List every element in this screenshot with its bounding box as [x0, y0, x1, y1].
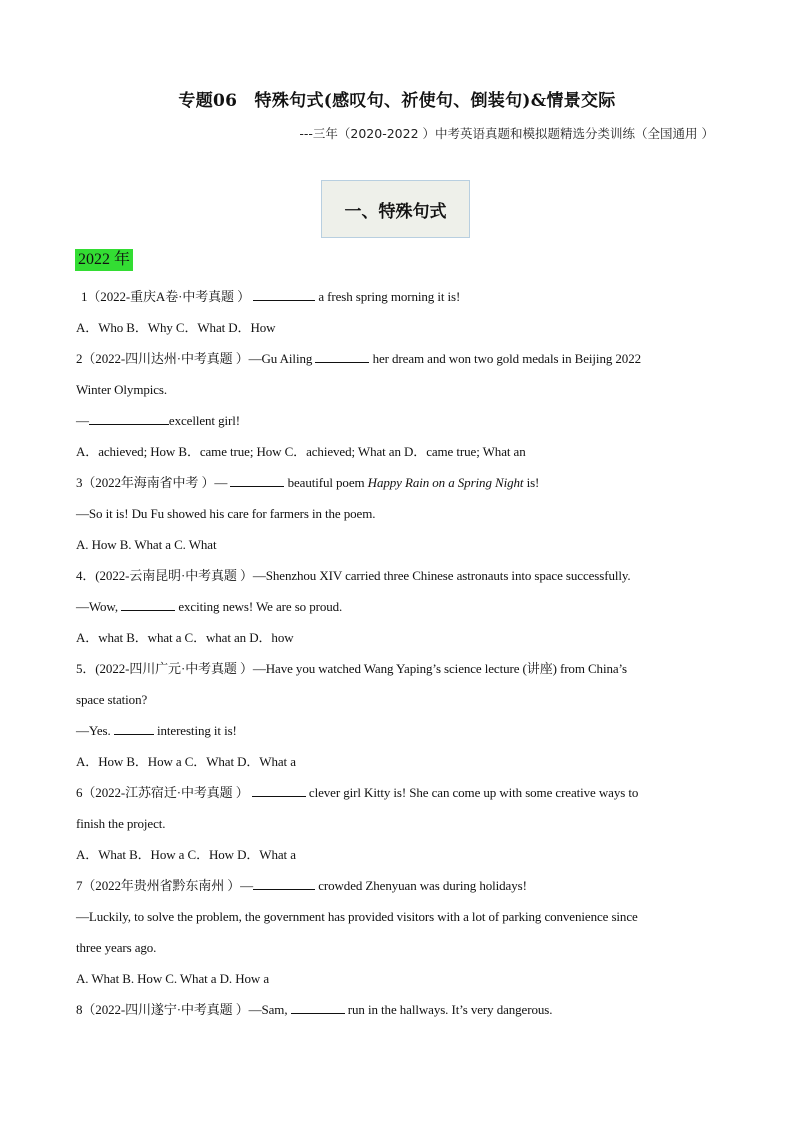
answer-blank	[89, 410, 169, 425]
question-number: 7（2022年贵州省黔东南州 ）—	[76, 878, 254, 893]
question-text: is!	[526, 475, 540, 490]
question-list	[76, 281, 726, 1025]
question-text: Winter Olympics.	[76, 382, 168, 397]
question-7	[76, 870, 726, 901]
question-text: her dream and won two gold medals in Beijing 2022	[372, 351, 641, 366]
question-1	[76, 281, 726, 312]
question-6	[76, 777, 726, 808]
options: A．How B．How a C．What D．What a	[76, 754, 296, 769]
question-number: 6（2022-江苏宿迁·中考真题 ）	[76, 785, 249, 800]
answer-blank	[291, 999, 345, 1014]
question-text: finish the project.	[76, 816, 166, 831]
question-2	[76, 343, 726, 374]
dialogue-line	[76, 715, 726, 746]
question-number: 2（2022-四川达州·中考真题 ）—Gu Ailing	[76, 351, 313, 366]
question-text: three years ago.	[76, 940, 157, 955]
options: A．Who B．Why C．What D．How	[76, 320, 276, 335]
question-5: 5．(2022-四川广元·中考真题 ）—Have you watched Wang Yaping’s science lecture (讲座) from China’s	[76, 661, 628, 676]
options: A．what B．what a C．what an D．how	[76, 630, 294, 645]
question-8	[76, 994, 726, 1025]
question-number: 1（2022-重庆A卷·中考真题 ）	[81, 289, 250, 304]
answer-blank	[121, 596, 175, 611]
question-text: —Wow,	[76, 599, 119, 614]
answer-blank	[114, 720, 154, 735]
answer-blank	[230, 472, 284, 487]
dash: —	[76, 413, 89, 428]
question-text: interesting it is!	[156, 723, 237, 738]
question-text: exciting news! We are so proud.	[178, 599, 343, 614]
options: A．What B．How a C．How D．What a	[76, 847, 296, 862]
question-text: clever girl Kitty is! She can come up with some creative ways to	[308, 785, 639, 800]
question-text: —Yes.	[76, 723, 111, 738]
question-text: run in the hallways. It’s very dangerous.	[347, 1002, 553, 1017]
options: A．achieved; How B．came true; How C．achieved; What an D．came true; What an	[76, 444, 526, 459]
dialogue-line	[76, 405, 726, 436]
dialogue-line: —So it is! Du Fu showed his care for farmers in the poem.	[76, 506, 376, 521]
answer-blank	[315, 348, 369, 363]
page-subtitle: ---三年（2020-2022 ）中考英语真题和模拟题精选分类训练（全国通用 ）	[299, 126, 714, 141]
answer-blank	[253, 286, 315, 301]
question-number: 3（2022年海南省中考 ）—	[76, 475, 228, 490]
answer-blank	[252, 782, 306, 797]
question-number: 8（2022-四川遂宁·中考真题 ）—Sam,	[76, 1002, 288, 1017]
question-text: a fresh spring morning it is!	[318, 289, 461, 304]
year-tag: 2022 年	[75, 249, 133, 271]
options: A. What B. How C. What a D. How a	[76, 971, 269, 986]
question-text: space station?	[76, 692, 148, 707]
dialogue-line	[76, 591, 726, 622]
section-heading: 一、特殊句式	[321, 180, 470, 238]
options: A. How B. What a C. What	[76, 537, 217, 552]
answer-blank	[253, 875, 315, 890]
question-text: crowded Zhenyuan was during holidays!	[318, 878, 527, 893]
dialogue-line: —Luckily, to solve the problem, the government has provided visitors with a lot of parking convenience since	[76, 909, 638, 924]
page-title: 专题06 特殊句式(感叹句、祈使句、倒装句)&情景交际	[178, 91, 616, 111]
question-text: beautiful poem	[287, 475, 365, 490]
question-4: 4．(2022-云南昆明·中考真题 ）—Shenzhou XIV carried three Chinese astronauts into space successfully.	[76, 568, 631, 583]
question-3	[76, 467, 726, 498]
poem-title: Happy Rain on a Spring Night	[367, 475, 524, 490]
question-text: excellent girl!	[168, 413, 240, 428]
